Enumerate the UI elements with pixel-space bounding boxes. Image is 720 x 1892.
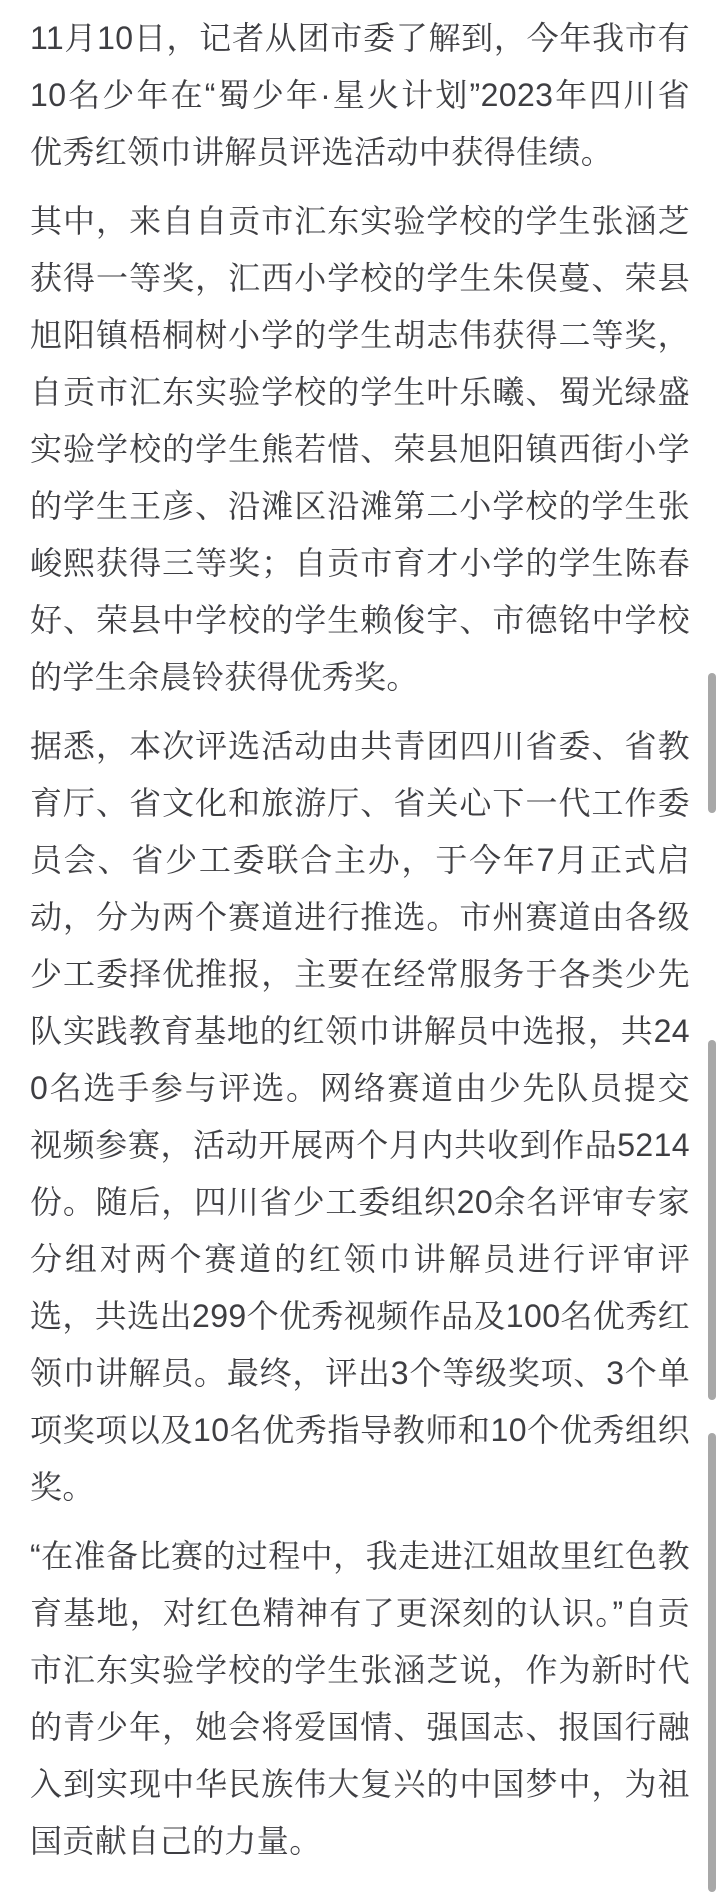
scrollbar <box>704 0 720 1892</box>
scrollbar-thumb[interactable] <box>708 1433 716 1892</box>
article-paragraph: 11月10日，记者从团市委了解到，今年我市有10名少年在“蜀少年·星火计划”2023年四川省优秀红领巾讲解员评选活动中获得佳绩。 <box>30 20 690 170</box>
scrollbar-thumb[interactable] <box>708 1040 716 1400</box>
article-paragraph: 其中，来自自贡市汇东实验学校的学生张涵芝获得一等奖，汇西小学校的学生朱俣蔓、荣县旭阳镇梧桐树小学的学生胡志伟获得二等奖，自贡市汇东实验学校的学生叶乐曦、蜀光绿盛实验学校的学生熊若惜、荣县旭阳镇西街小学的学生王彦、沿滩区沿滩第二小学校的学生张峻熙获得三等奖；自贡市育才小学的学生陈春好、荣县中学校的学生赖俊宇、市德铭中学校的学生余晨铃获得优秀奖。 <box>30 203 690 695</box>
article-paragraph: 据悉，本次评选活动由共青团四川省委、省教育厅、省文化和旅游厅、省关心下一代工作委员会、省少工委联合主办，于今年7月正式启动，分为两个赛道进行推选。市州赛道由各级少工委择优推报，主要在经常服务于各类少先队实践教育基地的红领巾讲解员中选报，共240名选手参与评选。网络赛道由少先队员提交视频参赛，活动开展两个月内共收到作品5214份。随后，四川省少工委组织20余名评审专家分组对两个赛道的红领巾讲解员进行评审评选，共选出299个优秀视频作品及100名优秀红领巾讲解员。最终，评出3个等级奖项、3个单项奖项以及10名优秀指导教师和10个优秀组织奖。 <box>30 728 690 1505</box>
article-paragraph: “在准备比赛的过程中，我走进江姐故里红色教育基地，对红色精神有了更深刻的认识。”自贡市汇东实验学校的学生张涵芝说，作为新时代的青少年，她会将爱国情、强国志、报国行融入到实现中华民族伟大复兴的中国梦中，为祖国贡献自己的力量。 <box>30 1538 690 1859</box>
scrollbar-thumb[interactable] <box>708 673 716 813</box>
